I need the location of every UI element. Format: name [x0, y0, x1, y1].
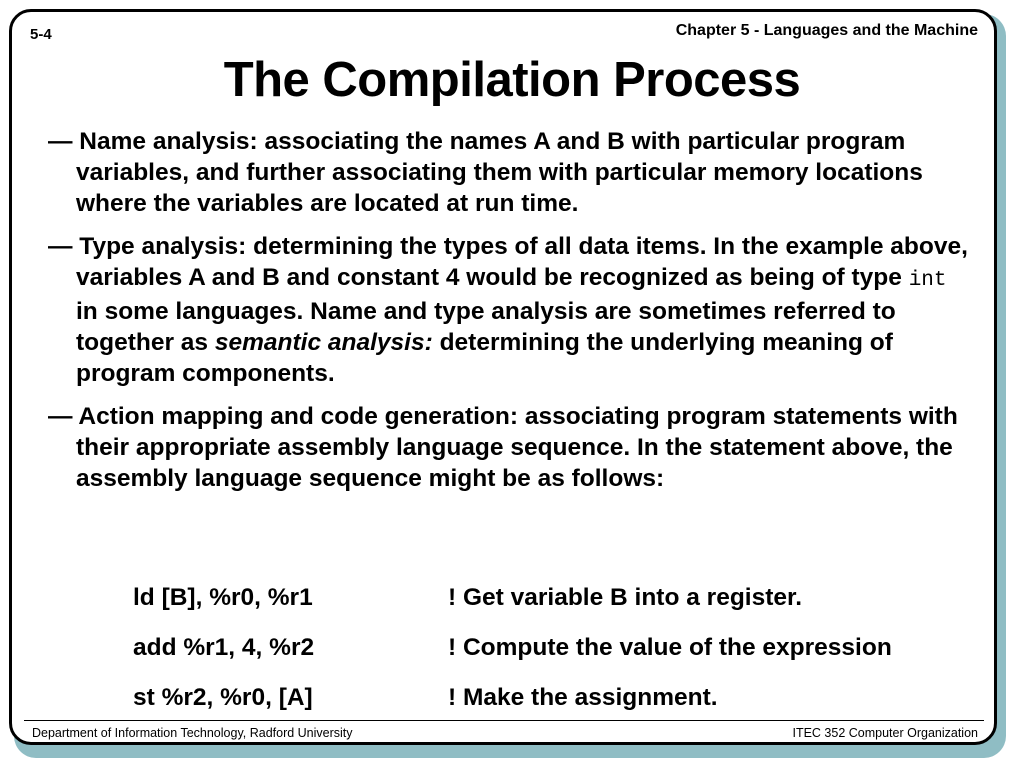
slide-title: The Compilation Process: [223, 53, 801, 107]
slide-body: [48, 126, 968, 506]
type-analysis-text-2: in some languages. Name and type analysis are sometimes referred to together as: [76, 298, 896, 356]
code-int: int: [908, 269, 947, 292]
footer-department: Department of Information Technology, Radford University: [32, 726, 353, 740]
assembly-instruction: st %r2, %r0, [A]: [133, 684, 313, 711]
footer-divider: [24, 720, 984, 721]
paragraph-type-analysis: [48, 231, 968, 389]
paragraph-action-mapping: — Action mapping and code generation: associating program statements with their appropriate assembly language sequence. In the statement above, the assembly language sequence might be as follows:: [48, 403, 958, 492]
assembly-line-st: [133, 684, 993, 716]
assembly-line-add: [133, 634, 993, 666]
assembly-instruction: add %r1, 4, %r2: [133, 634, 315, 661]
assembly-comment: ! Get variable B into a register.: [448, 584, 803, 611]
page-number: 5-4: [30, 26, 52, 43]
paragraph-name-analysis: — Name analysis: associating the names A and B with particular program variables, and further associating them with particular memory locations where the variables are located at run time.: [48, 128, 923, 217]
type-analysis-text-1: — Type analysis: determining the types of all data items. In the example above, variables A and B and constant 4 would be recognized as being of type: [48, 233, 968, 291]
type-analysis-text-3: determining the underlying meaning of program components.: [76, 329, 893, 387]
semantic-analysis-term: semantic analysis:: [214, 329, 433, 356]
chapter-heading: Chapter 5 - Languages and the Machine: [675, 22, 978, 39]
assembly-comment: ! Make the assignment.: [448, 684, 718, 711]
assembly-instruction: ld [B], %r0, %r1: [133, 584, 313, 611]
assembly-line-ld: [133, 584, 993, 616]
footer-course: ITEC 352 Computer Organization: [792, 726, 978, 740]
assembly-comment: ! Compute the value of the expression: [448, 634, 892, 661]
